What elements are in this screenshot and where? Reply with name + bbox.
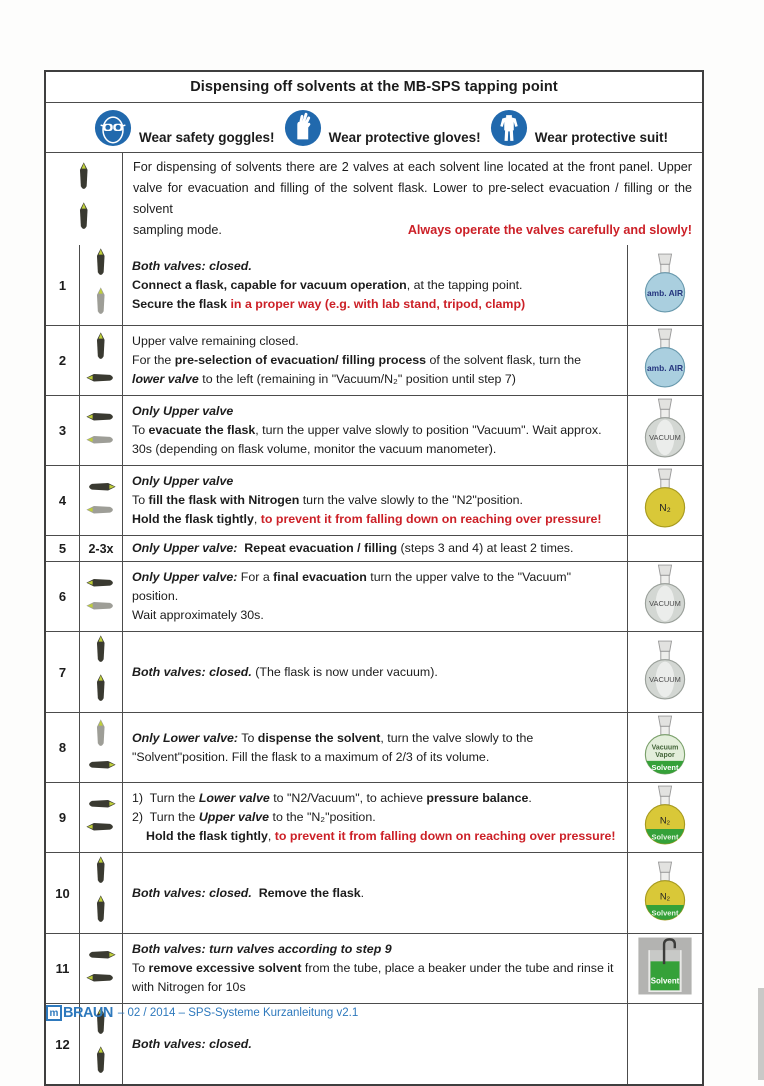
footer	[46, 1005, 358, 1021]
flask-icon	[637, 328, 693, 393]
step-row-3	[46, 395, 702, 465]
intro-line: valve for evacuation and filling of the solvent flask. Lower to pre-select evacuation / filling or the solvent	[133, 181, 696, 216]
instruction-line: Connect a flask, capable for vacuum operation, at the tapping point.	[132, 277, 523, 292]
upper-valve-icon	[94, 248, 108, 283]
intro-line: For dispensing of solvents there are 2 valves at each solvent line located at the front panel. Upper	[133, 160, 692, 174]
upper-valve-icon	[86, 948, 116, 967]
valve-state	[80, 562, 123, 631]
footer-text: – 02 / 2014 – SPS-Systeme Kurzanleitung v2.1	[117, 1007, 359, 1019]
step-row-6	[46, 561, 702, 631]
step-row-2	[46, 325, 702, 395]
svg-text:VACUUM: VACUUM	[649, 433, 681, 443]
lower-valve-icon	[86, 758, 116, 777]
upper-valve-icon	[94, 719, 108, 754]
valve-state	[80, 245, 123, 325]
logo-m-icon: m	[46, 1005, 62, 1021]
flask-cell	[627, 396, 702, 465]
svg-text:Vacuum: Vacuum	[651, 744, 679, 752]
instruction-line: Upper valve remaining closed.	[132, 334, 299, 348]
safety-item	[94, 109, 275, 147]
intro-line	[133, 220, 692, 241]
svg-text:amb. AIR: amb. AIR	[647, 287, 683, 298]
intro-warning: Always operate the valves carefully and slowly!	[407, 223, 692, 237]
suit-icon	[490, 109, 528, 147]
flask-cell	[627, 632, 702, 712]
step-row-8	[46, 712, 702, 782]
flask-icon	[637, 253, 693, 318]
step-row-1	[46, 245, 702, 325]
lower-valve-icon	[86, 820, 116, 839]
svg-text:Solvent: Solvent	[650, 976, 680, 986]
flask-icon	[637, 564, 693, 629]
step-number: 11	[46, 934, 80, 1003]
flask-cell	[627, 245, 702, 325]
step-instructions	[123, 245, 627, 325]
scan-edge-artifact	[758, 988, 764, 1080]
valve-state	[80, 326, 123, 395]
lower-valve-icon	[94, 287, 108, 322]
lower-valve-icon	[77, 202, 91, 237]
svg-text:N₂: N₂	[659, 890, 671, 901]
svg-text:Solvent: Solvent	[651, 763, 679, 773]
instruction-line: Only Upper valve	[132, 474, 234, 488]
instruction-line: Both valves: closed.	[132, 1036, 252, 1051]
instruction-line: Both valves: turn valves according to step 9	[132, 942, 392, 956]
page-title: Dispensing off solvents at the MB-SPS tapping point	[190, 79, 558, 95]
instruction-line: "Solvent"position. Fill the flask to a maximum of 2/3 of its volume.	[132, 749, 490, 764]
lower-valve-icon	[94, 1046, 108, 1081]
instruction-line: Both valves: closed.	[132, 258, 252, 273]
flask-cell	[627, 562, 702, 631]
lower-valve-icon	[86, 433, 116, 452]
step-instructions	[123, 934, 627, 1003]
flask-icon	[637, 715, 693, 780]
flask-cell	[627, 934, 702, 1003]
flask-cell	[627, 326, 702, 395]
step-number: 1	[46, 245, 80, 325]
upper-valve-icon	[86, 410, 116, 429]
goggles-icon	[94, 109, 132, 147]
step-number: 10	[46, 853, 80, 933]
gloves-icon	[284, 109, 322, 147]
intro-row	[46, 152, 702, 245]
flask-cell	[627, 1004, 702, 1084]
instruction-line: Hold the flask tightly, to prevent it from falling down on reaching over pressure!	[132, 512, 602, 526]
svg-text:Vapor: Vapor	[655, 752, 675, 760]
step-number: 3	[46, 396, 80, 465]
step-instructions	[123, 326, 627, 395]
safety-label: Wear protective suit!	[534, 129, 668, 145]
instruction-line: lower valve to the left (remaining in "Vacuum/N₂" position until step 7)	[132, 372, 516, 386]
intro-line-left: sampling mode.	[133, 223, 222, 237]
instruction-line: Hold the flask tightly, to prevent it from falling down on reaching over pressure!	[146, 829, 616, 843]
steps-container	[46, 245, 702, 1084]
instruction-line: 1) Turn the Lower valve to "N2/Vacuum", to achieve pressure balance.	[132, 791, 532, 805]
flask-icon	[637, 861, 693, 926]
step-row-4	[46, 465, 702, 535]
valve-state	[80, 536, 123, 561]
safety-row	[46, 102, 702, 152]
step-number: 6	[46, 562, 80, 631]
lower-valve-icon	[86, 503, 116, 522]
svg-text:amb. AIR: amb. AIR	[647, 363, 683, 374]
flask-icon	[637, 785, 693, 850]
upper-valve-icon	[77, 162, 91, 197]
step-number: 2	[46, 326, 80, 395]
lower-valve-icon	[86, 971, 116, 990]
lower-valve-icon	[94, 895, 108, 930]
instruction-line: To fill the flask with Nitrogen turn the valve slowly to the "N2"position.	[132, 493, 523, 507]
step-instructions	[123, 396, 627, 465]
flask-cell	[627, 713, 702, 782]
mbraun-logo	[46, 1005, 113, 1021]
instruction-line: To remove excessive solvent from the tube, place a beaker under the tube and rinse it	[132, 961, 614, 975]
flask-icon	[637, 468, 693, 533]
title-row	[46, 72, 702, 102]
svg-text:N₂: N₂	[659, 815, 671, 826]
svg-text:Solvent: Solvent	[651, 907, 679, 917]
valve-state	[80, 853, 123, 933]
instruction-line: Only Lower valve: To dispense the solvent, turn the valve slowly to the	[132, 730, 534, 745]
instruction-line: with Nitrogen for 10s	[132, 980, 246, 994]
step-number: 5	[46, 536, 80, 561]
step-instructions	[123, 783, 627, 852]
upper-valve-icon	[86, 480, 116, 499]
valve-state	[80, 632, 123, 712]
step-row-9	[46, 782, 702, 852]
step-instructions	[123, 466, 627, 535]
instruction-table	[44, 70, 704, 1086]
step-number: 9	[46, 783, 80, 852]
instruction-line: Both valves: closed. Remove the flask.	[132, 885, 365, 900]
logo-brand: BRAUN	[63, 1005, 113, 1021]
svg-text:VACUUM: VACUUM	[649, 674, 681, 684]
step-instructions	[123, 632, 627, 712]
flask-icon	[637, 398, 693, 463]
step-row-7	[46, 631, 702, 712]
lower-valve-icon	[86, 371, 116, 390]
valve-state	[80, 783, 123, 852]
upper-valve-icon	[94, 856, 108, 891]
instruction-line: Both valves: closed. (The flask is now under vacuum).	[132, 664, 438, 679]
step-row-5	[46, 535, 702, 561]
instruction-line: Secure the flask in a proper way (e.g. with lab stand, tripod, clamp)	[132, 296, 526, 311]
intro-text	[123, 153, 702, 245]
lower-valve-icon	[86, 599, 116, 618]
flask-cell	[627, 853, 702, 933]
step-row-11	[46, 933, 702, 1003]
instruction-line: Only Upper valve: Repeat evacuation / filling (steps 3 and 4) at least 2 times.	[132, 541, 574, 555]
lower-valve-icon	[94, 674, 108, 709]
valve-state	[80, 466, 123, 535]
step-row-10	[46, 852, 702, 933]
safety-label: Wear safety goggles!	[139, 129, 275, 145]
upper-valve-icon	[86, 797, 116, 816]
upper-valve-icon	[86, 576, 116, 595]
step-number: 4	[46, 466, 80, 535]
repeat-count-label: 2-3x	[88, 541, 114, 556]
upper-valve-icon	[94, 635, 108, 670]
step-number: 8	[46, 713, 80, 782]
safety-item	[284, 109, 481, 147]
beaker-icon	[637, 936, 693, 1001]
valve-state	[80, 934, 123, 1003]
instruction-line: Only Upper valve	[132, 404, 234, 418]
valve-state	[80, 396, 123, 465]
step-instructions	[123, 853, 627, 933]
valve-state	[80, 713, 123, 782]
flask-cell	[627, 466, 702, 535]
instruction-line: To evacuate the flask, turn the upper valve slowly to position "Vacuum". Wait approx.	[132, 423, 602, 437]
instruction-line: 30s (depending on flask volume, monitor the vacuum manometer).	[132, 442, 497, 456]
step-instructions	[123, 536, 627, 561]
step-number: 7	[46, 632, 80, 712]
step-instructions	[123, 562, 627, 631]
step-number: 12	[46, 1004, 80, 1084]
intro-valve-state	[46, 153, 123, 245]
instruction-line: 2) Turn the Upper valve to the "N₂"position.	[132, 810, 376, 824]
flask-cell	[627, 536, 702, 561]
instruction-line: Only Upper valve: For a final evacuation turn the upper valve to the "Vacuum" position.	[132, 570, 575, 603]
instruction-line: Wait approximately 30s.	[132, 608, 264, 622]
svg-text:Solvent: Solvent	[651, 832, 679, 842]
flask-cell	[627, 783, 702, 852]
safety-label: Wear protective gloves!	[328, 129, 481, 145]
step-instructions	[123, 713, 627, 782]
upper-valve-icon	[94, 332, 108, 367]
svg-text:VACUUM: VACUUM	[649, 599, 681, 609]
svg-text:N₂: N₂	[659, 503, 671, 515]
instruction-line: For the pre-selection of evacuation/ filling process of the solvent flask, turn the	[132, 353, 581, 367]
flask-icon	[637, 640, 693, 705]
safety-item	[490, 109, 668, 147]
